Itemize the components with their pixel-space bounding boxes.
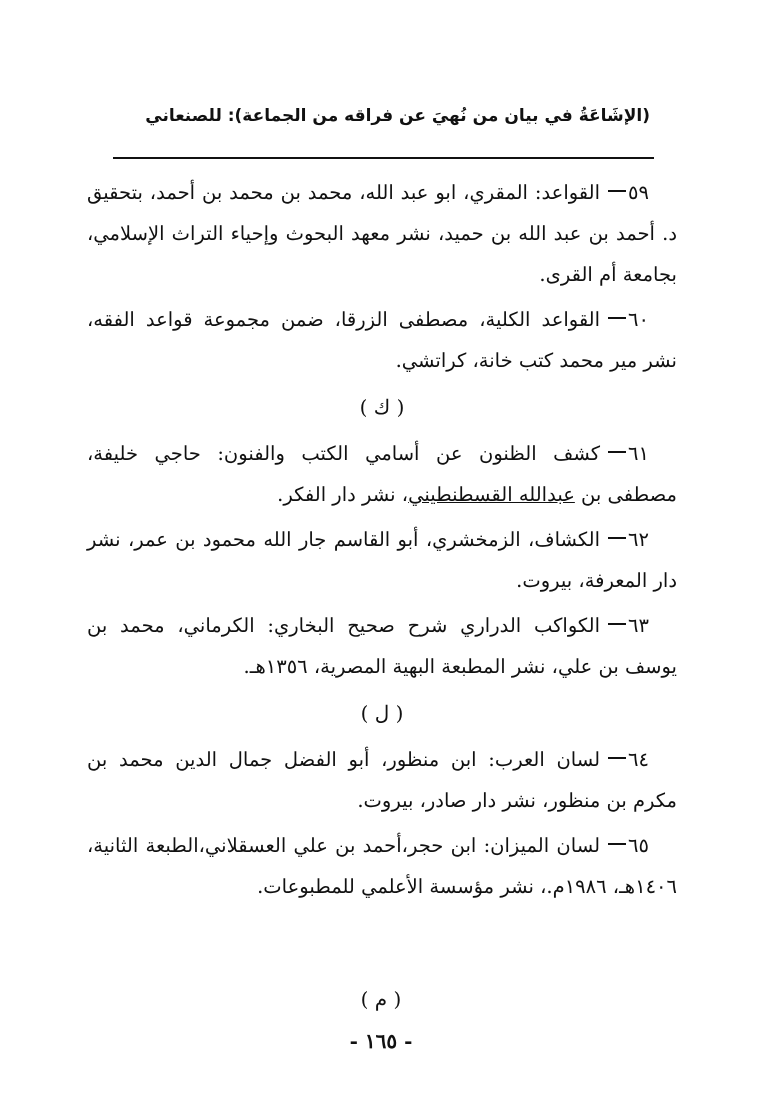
entry-text: لسان العرب: ابن منظور، أبو الفضل جمال الدين محمد بن مكرم بن منظور، نشر دار صادر، بيروت.: [87, 748, 677, 812]
section-letter-mim: ( م ): [360, 987, 402, 1011]
bibliography-entry: [87, 825, 677, 907]
entry-text: ، نشر دار الفكر.: [277, 483, 409, 506]
entry-number: ٦٢: [628, 528, 649, 551]
entry-dash: [608, 190, 626, 192]
entry-number: ٦٣: [628, 614, 649, 637]
entry-number: ٦٥: [628, 834, 649, 857]
bibliography-entry: [87, 519, 677, 601]
entry-text: الكواكب الدراري شرح صحيح البخاري: الكرماني، محمد بن يوسف بن علي، نشر المطبعة البهية المصرية، ١٣٥٦هـ.: [87, 614, 677, 678]
bibliography-entry: [87, 433, 677, 515]
bibliography-body: [87, 172, 677, 911]
page-number: - ١٦٥ -: [349, 1029, 413, 1053]
entry-text: الكشاف، الزمخشري، أبو القاسم جار الله محمود بن عمر، نشر دار المعرفة، بيروت.: [87, 528, 677, 592]
bibliography-entry: [87, 739, 677, 821]
bibliography-entry: [87, 299, 677, 381]
section-letter-lam: ( ل ): [360, 701, 404, 725]
entry-text: القواعد الكلية، مصطفى الزرقا، ضمن مجموعة قواعد الفقه، نشر مير محمد كتب خانة، كراتشي.: [87, 308, 677, 372]
entry-number: ٦١: [628, 442, 649, 465]
entry-dash: [608, 843, 626, 845]
bibliography-entry: [87, 172, 677, 295]
entry-dash: [608, 317, 626, 319]
entry-number: ٦٠: [628, 308, 649, 331]
entry-dash: [608, 757, 626, 759]
entry-text: القواعد: المقري، ابو عبد الله، محمد بن محمد بن أحمد، بتحقيق د. أحمد بن عبد الله بن حميد، نشر معهد البحوث وإحياء التراث الإسلامي، بجامعة أم القرى.: [87, 181, 677, 286]
running-header: (الإشَاعَةُ في بيان من نُهيَ عن فراقه من الجماعة): للصنعاني: [145, 106, 650, 126]
entry-dash: [608, 623, 626, 625]
entry-text: كشف الظنون عن أسامي الكتب والفنون: حاجي خليفة، مصطفى بن: [87, 442, 677, 506]
header-rule: [113, 157, 654, 159]
entry-text-underlined: عبدالله القسطنطيني: [408, 483, 575, 506]
entry-number: ٦٤: [628, 748, 649, 771]
entry-dash: [608, 451, 626, 453]
entry-text: لسان الميزان: ابن حجر،أحمد بن علي العسقلاني،الطبعة الثانية، ١٤٠٦هـ، ١٩٨٦م.، نشر مؤسسة الأعلمي للمطبوعات.: [87, 834, 677, 898]
entry-dash: [608, 537, 626, 539]
bibliography-entry: [87, 605, 677, 687]
section-letter-kaf: ( ك ): [359, 395, 405, 419]
entry-number: ٥٩: [628, 181, 649, 204]
